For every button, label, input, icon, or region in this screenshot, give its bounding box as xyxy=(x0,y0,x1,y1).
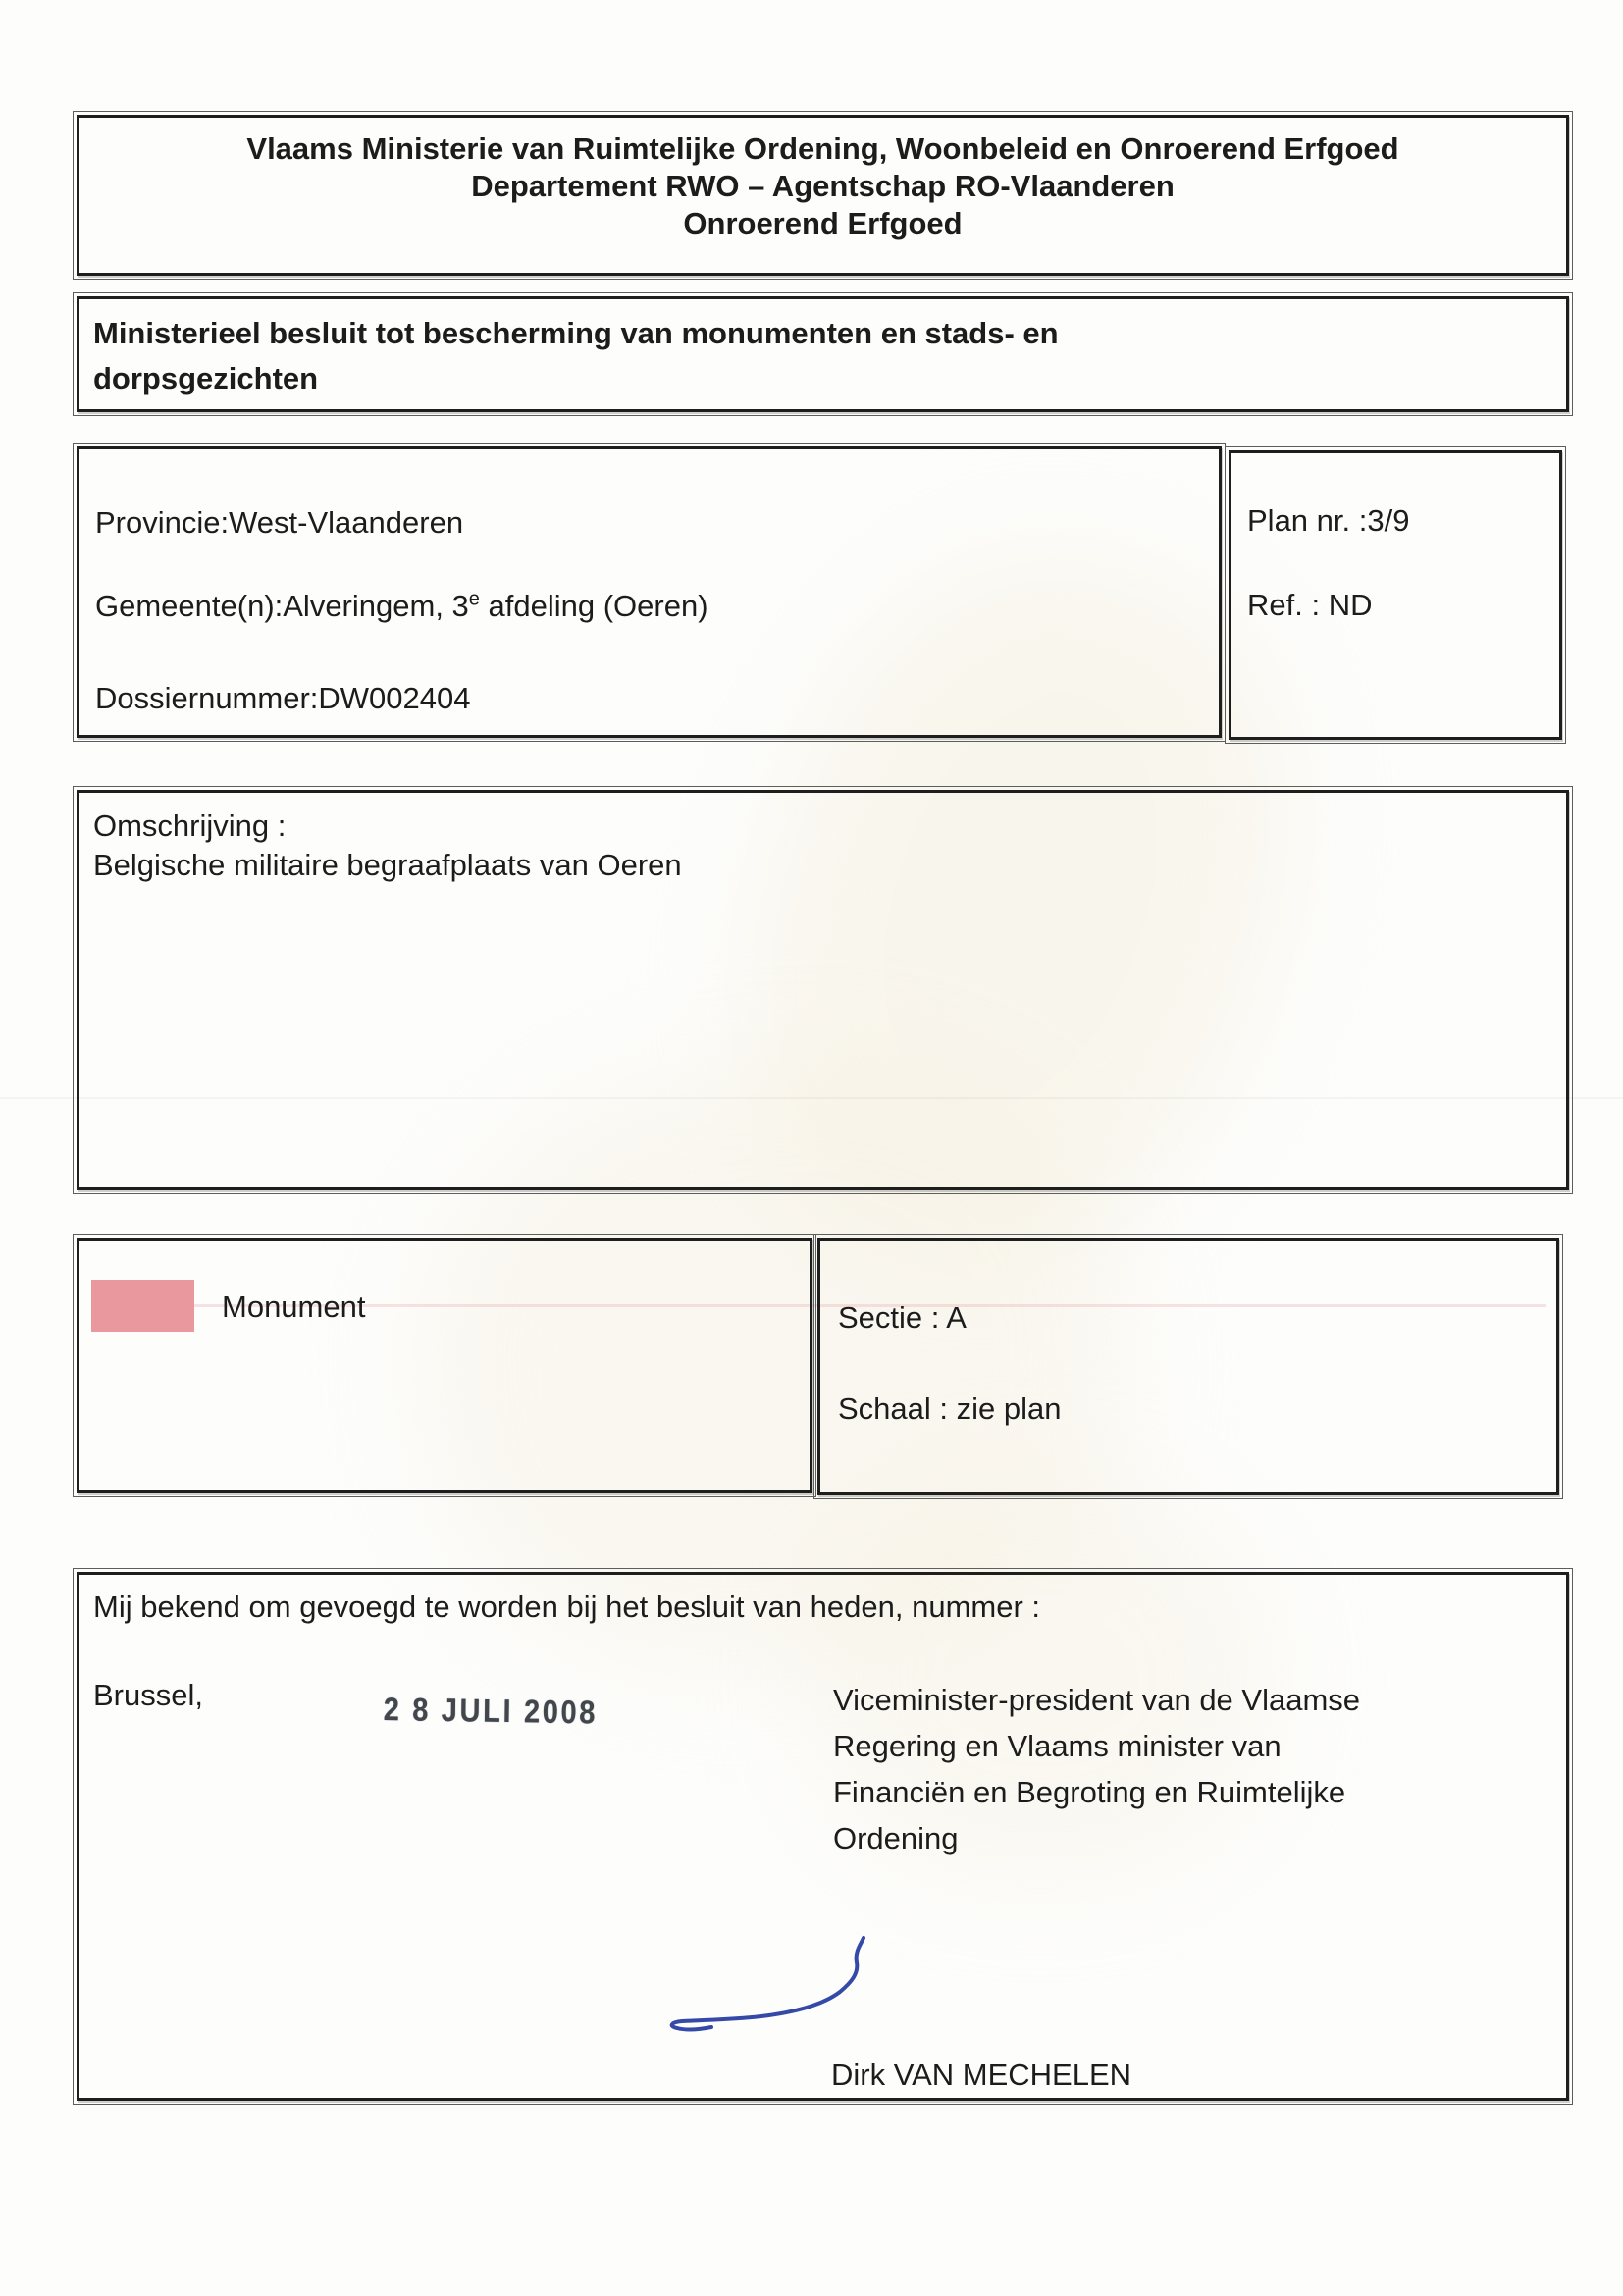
minister-title-line: Financiën en Begroting en Ruimtelijke xyxy=(833,1775,1346,1809)
scale-field: Schaal : zie plan xyxy=(838,1391,1062,1426)
monument-label: Monument xyxy=(222,1288,366,1324)
ministry-header-box xyxy=(77,115,1569,276)
municipality-field xyxy=(95,587,1219,626)
attachment-note: Mij bekend om gevoegd te worden bij het besluit van heden, nummer : xyxy=(93,1590,1041,1624)
decree-title-line: Ministerieel besluit tot bescherming van monumenten en stads- en xyxy=(93,316,1059,350)
minister-title-block xyxy=(833,1677,1360,1861)
description-box xyxy=(77,790,1569,1190)
handwritten-signature xyxy=(629,1930,874,2033)
place-label: Brussel, xyxy=(93,1678,203,1712)
minister-title-line: Ordening xyxy=(833,1821,959,1855)
decree-title-box xyxy=(77,296,1569,412)
location-details-box xyxy=(77,446,1222,738)
signature-box xyxy=(77,1572,1569,2101)
decree-title-line: dorpsgezichten xyxy=(93,361,319,395)
dossier-number-field: Dossiernummer:DW002404 xyxy=(95,681,471,715)
reference-field: Ref. : ND xyxy=(1247,588,1373,622)
municipality-text-suffix: afdeling (Oeren) xyxy=(479,589,708,623)
plan-number-field: Plan nr. :3/9 xyxy=(1247,503,1410,538)
signer-name: Dirk VAN MECHELEN xyxy=(831,2058,1132,2092)
monument-color-swatch xyxy=(91,1280,194,1332)
legend-box xyxy=(77,1238,812,1493)
department-line: Departement RWO – Agentschap RO-Vlaanderen xyxy=(471,169,1175,203)
minister-title-line: Regering en Vlaams minister van xyxy=(833,1729,1282,1763)
minister-title-line: Viceminister-president van de Vlaamse xyxy=(833,1683,1361,1717)
map-info-box xyxy=(817,1238,1559,1495)
description-value: Belgische militaire begraafplaats van Oeren xyxy=(93,848,682,882)
municipality-superscript: e xyxy=(468,588,480,610)
description-label: Omschrijving : xyxy=(93,809,287,843)
agency-line: Onroerend Erfgoed xyxy=(683,206,963,240)
section-field: Sectie : A xyxy=(838,1300,967,1334)
monument-swatch-rect xyxy=(91,1280,194,1332)
legend-row xyxy=(91,1280,810,1332)
ministry-name-line: Vlaams Ministerie van Ruimtelijke Ordening, Woonbeleid en Onroerend Erfgoed xyxy=(246,131,1399,166)
signature-stroke xyxy=(672,1938,864,2030)
plan-reference-box xyxy=(1229,450,1562,740)
municipality-text: Gemeente(n):Alveringem, 3 xyxy=(95,589,469,623)
date-stamp: 2 8 JULI 2008 xyxy=(383,1691,599,1731)
province-field: Provincie:West-Vlaanderen xyxy=(95,505,464,540)
